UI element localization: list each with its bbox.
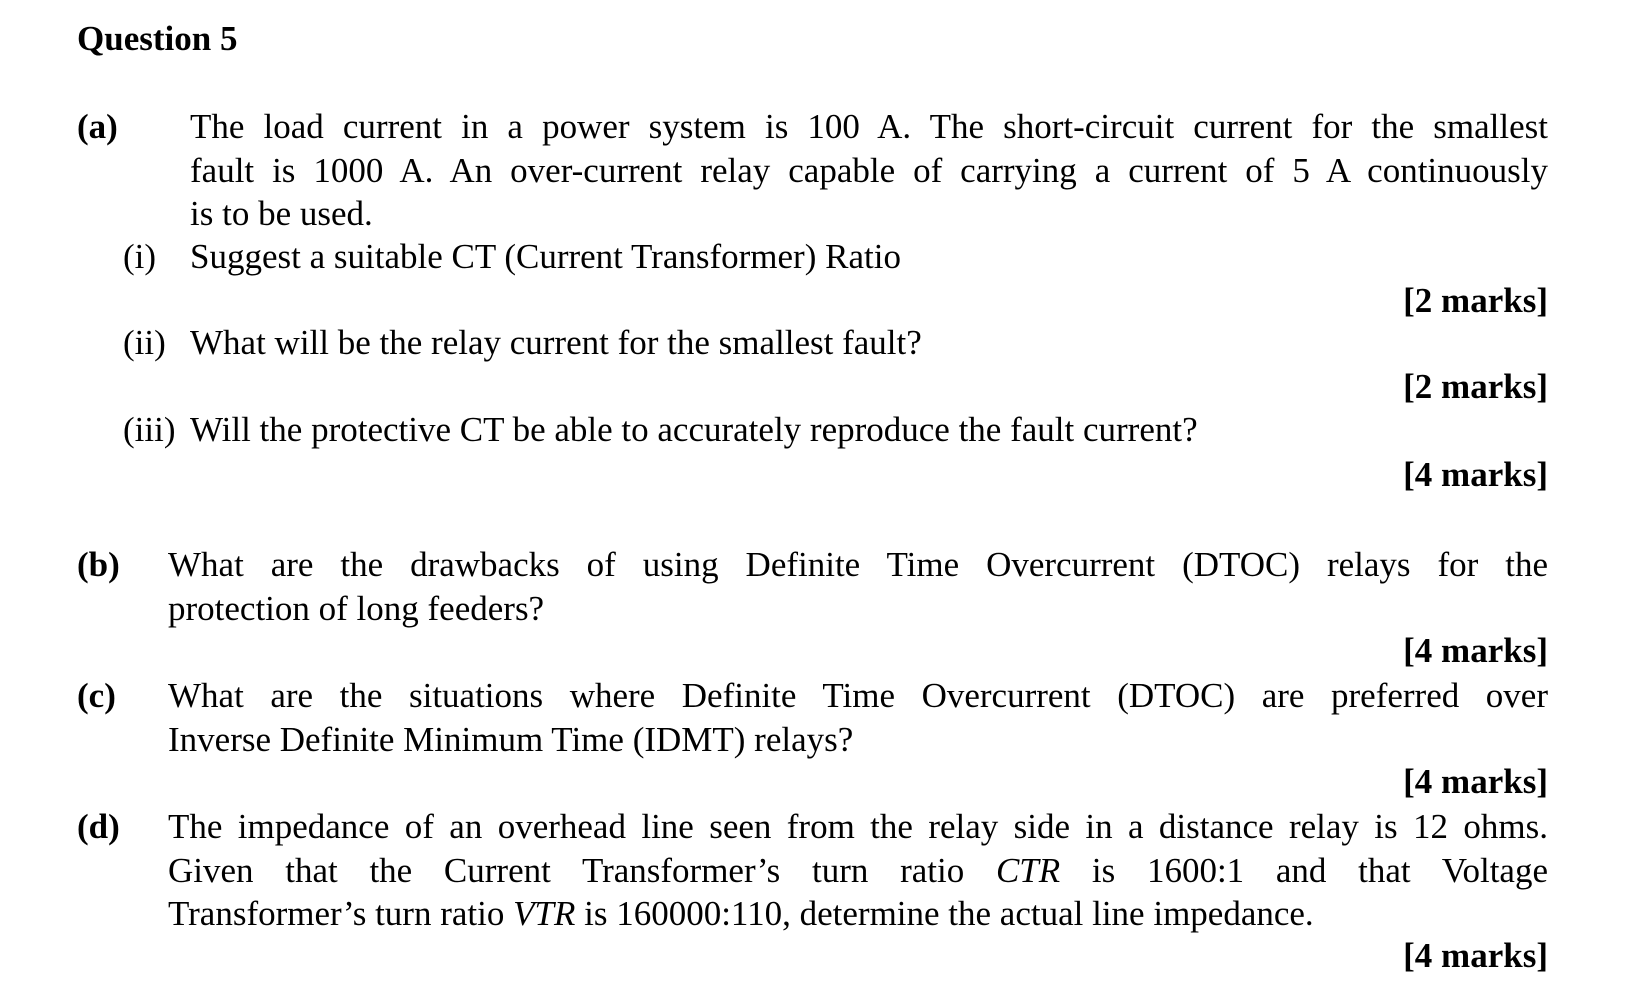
part-b-marks: [4 marks] bbox=[1403, 631, 1548, 670]
sub-ii-label: (ii) bbox=[123, 323, 166, 362]
part-c-line-1: What are the situations where Definite Time Overcurrent (DTOC) are preferred over bbox=[168, 676, 1548, 715]
part-b-line-1: What are the drawbacks of using Definite Time Overcurrent (DTOC) relays for the bbox=[168, 545, 1548, 584]
part-a-line-3: is to be used. bbox=[190, 194, 373, 233]
ctr-term: CTR bbox=[995, 850, 1061, 890]
part-d-line-2 bbox=[168, 849, 1548, 893]
part-d-line-1: The impedance of an overhead line seen from the relay side in a distance relay is 12 ohms. bbox=[168, 807, 1548, 846]
part-a-line-2: fault is 1000 A. An over-current relay capable of carrying a current of 5 A continuously bbox=[190, 150, 1548, 190]
sub-i-text: Suggest a suitable CT (Current Transformer) Ratio bbox=[190, 237, 901, 276]
sub-i-label: (i) bbox=[123, 237, 157, 276]
part-c-marks: [4 marks] bbox=[1403, 762, 1548, 801]
part-a-label: (a) bbox=[77, 107, 118, 146]
part-d-line-2-b: is 1600:1 and that Voltage bbox=[1060, 850, 1548, 890]
part-b-label: (b) bbox=[77, 545, 120, 584]
part-a-text bbox=[190, 105, 1548, 236]
part-d-line-3-b: is 160000:110, determine the actual line impedance. bbox=[575, 894, 1314, 933]
part-d-line-2-a: Given that the Current Transformer’s turn ratio bbox=[168, 850, 996, 890]
part-b-text bbox=[168, 543, 1548, 630]
question-title: Question 5 bbox=[77, 19, 238, 58]
part-d-line-3-a: Transformer’s turn ratio bbox=[168, 894, 514, 933]
sub-iii-label: (iii) bbox=[123, 410, 176, 449]
part-d-text bbox=[168, 805, 1548, 936]
part-c-line-2: Inverse Definite Minimum Time (IDMT) relays? bbox=[168, 719, 854, 759]
sub-iii-marks: [4 marks] bbox=[1403, 455, 1548, 494]
sub-ii-text: What will be the relay current for the smallest fault? bbox=[190, 323, 922, 362]
vtr-term: VTR bbox=[513, 894, 576, 933]
sub-i-marks: [2 marks] bbox=[1403, 281, 1548, 320]
part-d-line-3 bbox=[168, 892, 1548, 936]
part-b-line-2: protection of long feeders? bbox=[168, 588, 545, 628]
sub-iii-text: Will the protective CT be able to accurately reproduce the fault current? bbox=[190, 410, 1198, 449]
part-c-label: (c) bbox=[77, 676, 116, 715]
part-d-label: (d) bbox=[77, 807, 120, 846]
part-c-text bbox=[168, 674, 1548, 761]
sub-ii-marks: [2 marks] bbox=[1403, 367, 1548, 406]
part-d-marks: [4 marks] bbox=[1403, 936, 1548, 975]
part-a-line-1: The load current in a power system is 100 A. The short-circuit current for the smallest bbox=[190, 107, 1548, 146]
